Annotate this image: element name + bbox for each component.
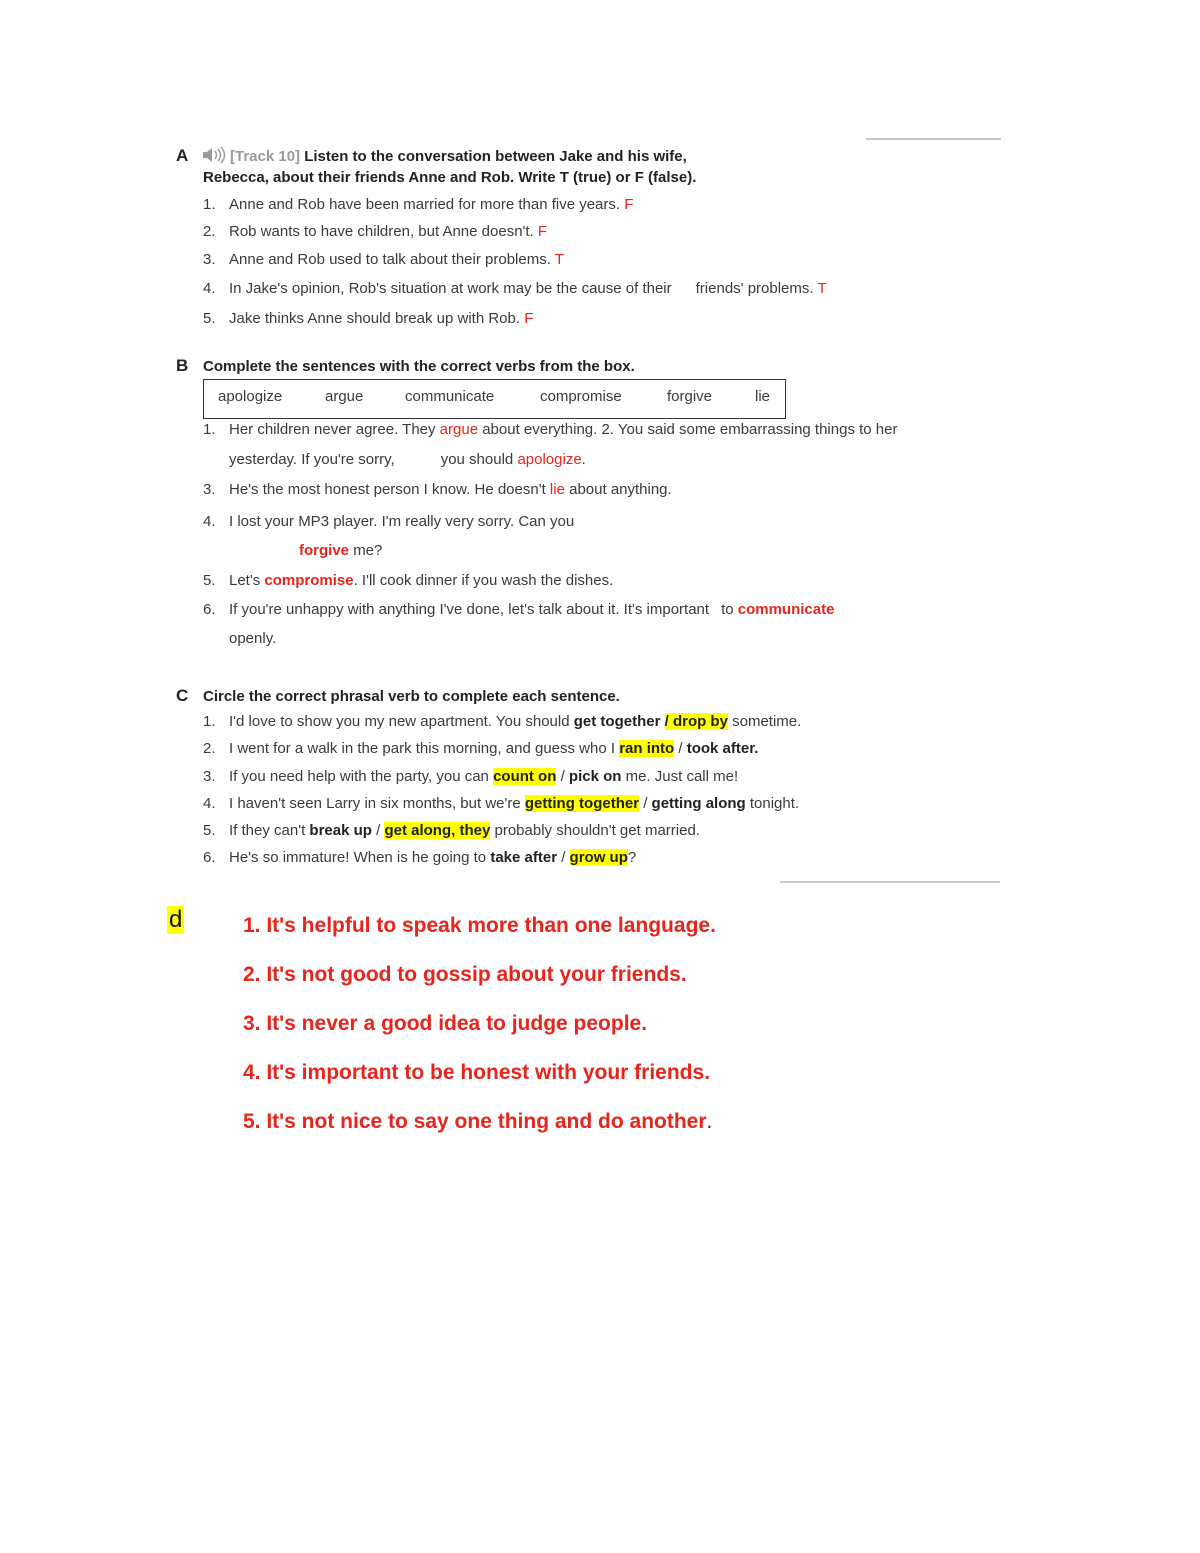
list-item: 1. Anne and Rob have been married for more than five years. F bbox=[203, 196, 634, 213]
list-item: 5. If they can't break up / get along, they probably shouldn't get married. bbox=[203, 822, 700, 839]
bottom-divider bbox=[780, 881, 1000, 883]
highlighted-answer: count on bbox=[493, 768, 557, 785]
speaker-icon bbox=[201, 146, 227, 164]
list-item: 4. In Jake's opinion, Rob's situation at work may be the cause of their friends' problems. T bbox=[203, 280, 827, 297]
list-item: 1. I'd love to show you my new apartment. You should get together / drop by sometime. bbox=[203, 713, 802, 730]
section-a-instruction-2: Rebecca, about their friends Anne and Rob. Write T (true) or F (false). bbox=[203, 169, 697, 186]
box-word: communicate bbox=[405, 388, 495, 405]
highlighted-answer: ran into bbox=[619, 740, 675, 757]
list-item: 5. It's not nice to say one thing and do another. bbox=[243, 1110, 713, 1133]
list-item: 1. Her children never agree. They argue about everything. 2. You said some embarrassing things to her bbox=[203, 421, 898, 438]
answer: F bbox=[524, 310, 534, 327]
section-b-instruction: Complete the sentences with the correct verbs from the box. bbox=[203, 358, 635, 375]
list-item: 6. If you're unhappy with anything I've done, let's talk about it. It's important to communicate bbox=[203, 601, 835, 618]
list-item: 3. It's never a good idea to judge people. bbox=[243, 1012, 648, 1035]
section-a-instruction: [Track 10] Listen to the conversation between Jake and his wife, bbox=[230, 148, 687, 165]
list-item: 2. It's not good to gossip about your friends. bbox=[243, 963, 687, 986]
section-c-letter: C bbox=[176, 686, 189, 705]
answer: apologize bbox=[517, 451, 582, 468]
section-a-letter: A bbox=[176, 146, 189, 165]
box-word: argue bbox=[325, 388, 364, 405]
box-word: lie bbox=[755, 388, 771, 405]
section-c-instruction: Circle the correct phrasal verb to complete each sentence. bbox=[203, 688, 620, 705]
list-item: openly. bbox=[229, 630, 277, 647]
list-item: yesterday. If you're sorry, you should apologize. bbox=[229, 451, 586, 468]
highlighted-answer: get along, they bbox=[384, 822, 491, 839]
top-divider bbox=[866, 138, 1001, 140]
answer: forgive bbox=[299, 542, 350, 559]
list-item: 3. He's the most honest person I know. He doesn't lie about anything. bbox=[203, 481, 672, 498]
answer: F bbox=[537, 223, 548, 240]
list-item: 2. I went for a walk in the park this morning, and guess who I ran into / took after. bbox=[203, 740, 759, 757]
list-item: 4. I lost your MP3 player. I'm really very sorry. Can you bbox=[203, 513, 575, 530]
track-label: [Track 10] bbox=[230, 148, 301, 165]
list-item: 6. He's so immature! When is he going to take after / grow up? bbox=[203, 849, 637, 866]
list-item: 5. Let's compromise. I'll cook dinner if you wash the dishes. bbox=[203, 572, 614, 589]
answer: lie bbox=[549, 481, 565, 498]
list-item: forgive me? bbox=[299, 542, 383, 559]
answer: communicate bbox=[737, 601, 835, 618]
answer: argue bbox=[439, 421, 479, 438]
list-item: 4. It's important to be honest with your friends. bbox=[243, 1061, 711, 1084]
highlighted-answer: getting together bbox=[524, 795, 640, 812]
box-word: apologize bbox=[218, 388, 283, 405]
box-word: forgive bbox=[667, 388, 713, 405]
answer: T bbox=[554, 251, 564, 268]
list-item: 3. Anne and Rob used to talk about their problems. T bbox=[203, 251, 564, 268]
box-word: compromise bbox=[540, 388, 622, 405]
list-item: 3. If you need help with the party, you can count on / pick on me. Just call me! bbox=[203, 768, 739, 785]
answer: F bbox=[624, 196, 634, 213]
section-b-letter: B bbox=[176, 356, 189, 375]
list-item: 1. It's helpful to speak more than one language. bbox=[243, 914, 716, 937]
answer: compromise bbox=[264, 572, 354, 589]
section-d-letter: d bbox=[169, 906, 183, 933]
list-item: 2. Rob wants to have children, but Anne doesn't. F bbox=[203, 223, 548, 240]
list-item: 5. Jake thinks Anne should break up with Rob. F bbox=[203, 310, 534, 327]
highlighted-answer: grow up bbox=[569, 849, 628, 866]
list-item: 4. I haven't seen Larry in six months, but we're getting together / getting along tonight. bbox=[203, 795, 800, 812]
highlighted-answer: / drop by bbox=[664, 713, 728, 730]
answer: T bbox=[817, 280, 827, 297]
